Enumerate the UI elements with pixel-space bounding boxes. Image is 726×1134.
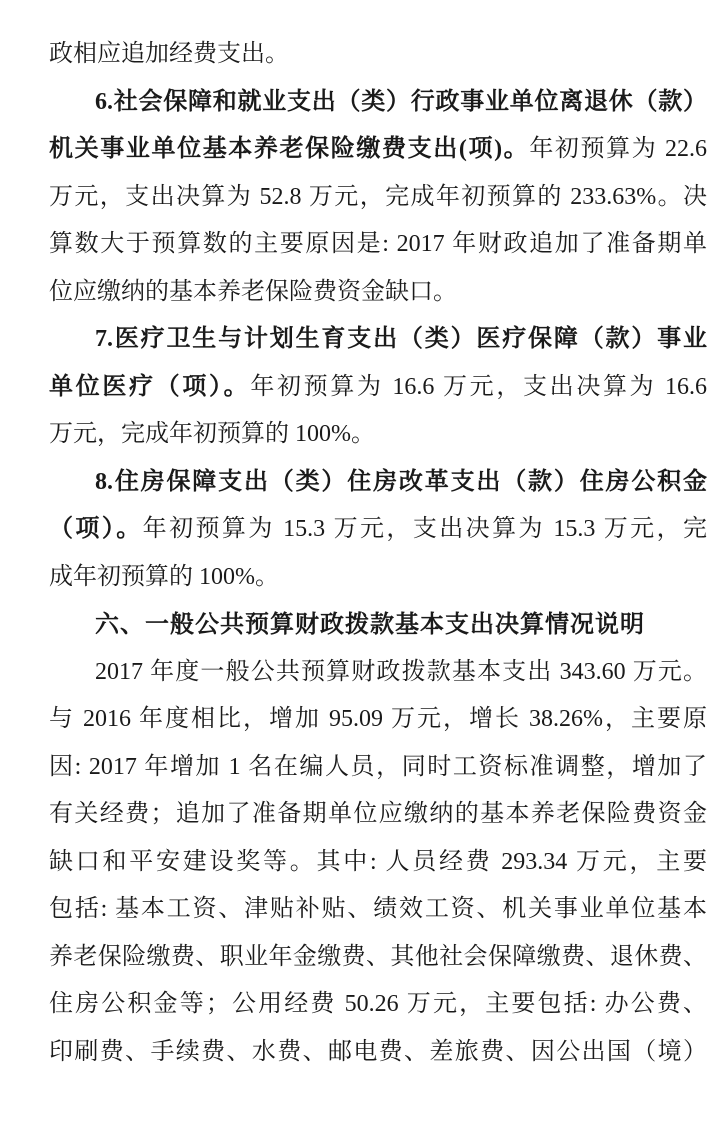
text-segment: 年初预算为 15.3 万元，支出决算为 15.3 万元，完 xyxy=(142,516,708,542)
text-line xyxy=(49,79,707,127)
text-line xyxy=(49,696,707,744)
text-segment: 因: 2017 年增加 1 名在编人员，同时工资标准调整，增加了 xyxy=(49,753,707,780)
text-segment: 2017 年度一般公共预算财政拨款基本支出 343.60 万元。 xyxy=(95,658,707,685)
text-segment: 与 2016 年度相比，增加 95.09 万元，增长 38.26%，主要原 xyxy=(49,706,707,732)
text-line xyxy=(49,31,707,79)
text-segment: 单位医疗（项）。 xyxy=(49,373,251,400)
text-line xyxy=(49,269,707,317)
text-line xyxy=(49,839,707,887)
text-line xyxy=(49,981,707,1029)
text-segment: 万元，完成年初预算的 100%。 xyxy=(49,421,375,447)
text-segment: （项）。 xyxy=(49,516,143,542)
text-line xyxy=(49,316,707,364)
text-segment: 7.医疗卫生与计划生育支出（类）医疗保障（款）事业 xyxy=(95,326,707,352)
text-segment: 有关经费；追加了准备期单位应缴纳的基本养老保险费资金 xyxy=(49,801,707,827)
text-segment: 住房公积金等；公用经费 50.26 万元，主要包括: 办公费、 xyxy=(49,991,707,1017)
text-line xyxy=(49,934,707,982)
text-segment: 六、一般公共预算财政拨款基本支出决算情况说明 xyxy=(95,611,645,638)
text-line xyxy=(49,459,707,507)
text-line xyxy=(49,744,707,792)
text-segment: 万元，支出决算为 52.8 万元，完成年初预算的 233.63%。决 xyxy=(49,183,707,210)
text-line xyxy=(49,221,707,269)
text-line xyxy=(49,126,707,174)
text-segment: 养老保险缴费、职业年金缴费、其他社会保障缴费、退休费、 xyxy=(49,943,707,970)
text-segment: 缺口和平安建设奖等。其中: 人员经费 293.34 万元，主要 xyxy=(49,848,707,875)
text-segment: 成年初预算的 100%。 xyxy=(49,563,279,590)
text-segment: 年初预算为 16.6 万元，支出决算为 16.6 xyxy=(250,373,708,400)
text-line xyxy=(49,791,707,839)
text-block xyxy=(49,31,707,1076)
text-line xyxy=(49,649,707,697)
text-line xyxy=(49,174,707,222)
text-line xyxy=(49,1029,707,1077)
text-segment: 算数大于预算数的主要原因是: 2017 年财政追加了准备期单 xyxy=(49,231,707,257)
text-segment: 包括: 基本工资、津贴补贴、绩效工资、机关事业单位基本 xyxy=(49,896,707,922)
text-line xyxy=(49,506,707,554)
text-segment: 6.社会保障和就业支出（类）行政事业单位离退休（款） xyxy=(95,88,707,115)
text-line xyxy=(49,411,707,459)
text-segment: 政相应追加经费支出。 xyxy=(49,41,289,67)
text-segment: 年初预算为 22.6 xyxy=(529,136,708,162)
text-segment: 8.住房保障支出（类）住房改革支出（款）住房公积金 xyxy=(95,468,707,495)
text-segment: 位应缴纳的基本养老保险费资金缺口。 xyxy=(49,278,457,305)
text-segment: 机关事业单位基本养老保险缴费支出(项)。 xyxy=(49,136,530,162)
text-line xyxy=(49,554,707,602)
section-heading xyxy=(49,601,707,649)
text-line xyxy=(49,886,707,934)
text-line xyxy=(49,364,707,412)
text-segment: 印刷费、手续费、水费、邮电费、差旅费、因公出国（境） xyxy=(49,1038,707,1065)
